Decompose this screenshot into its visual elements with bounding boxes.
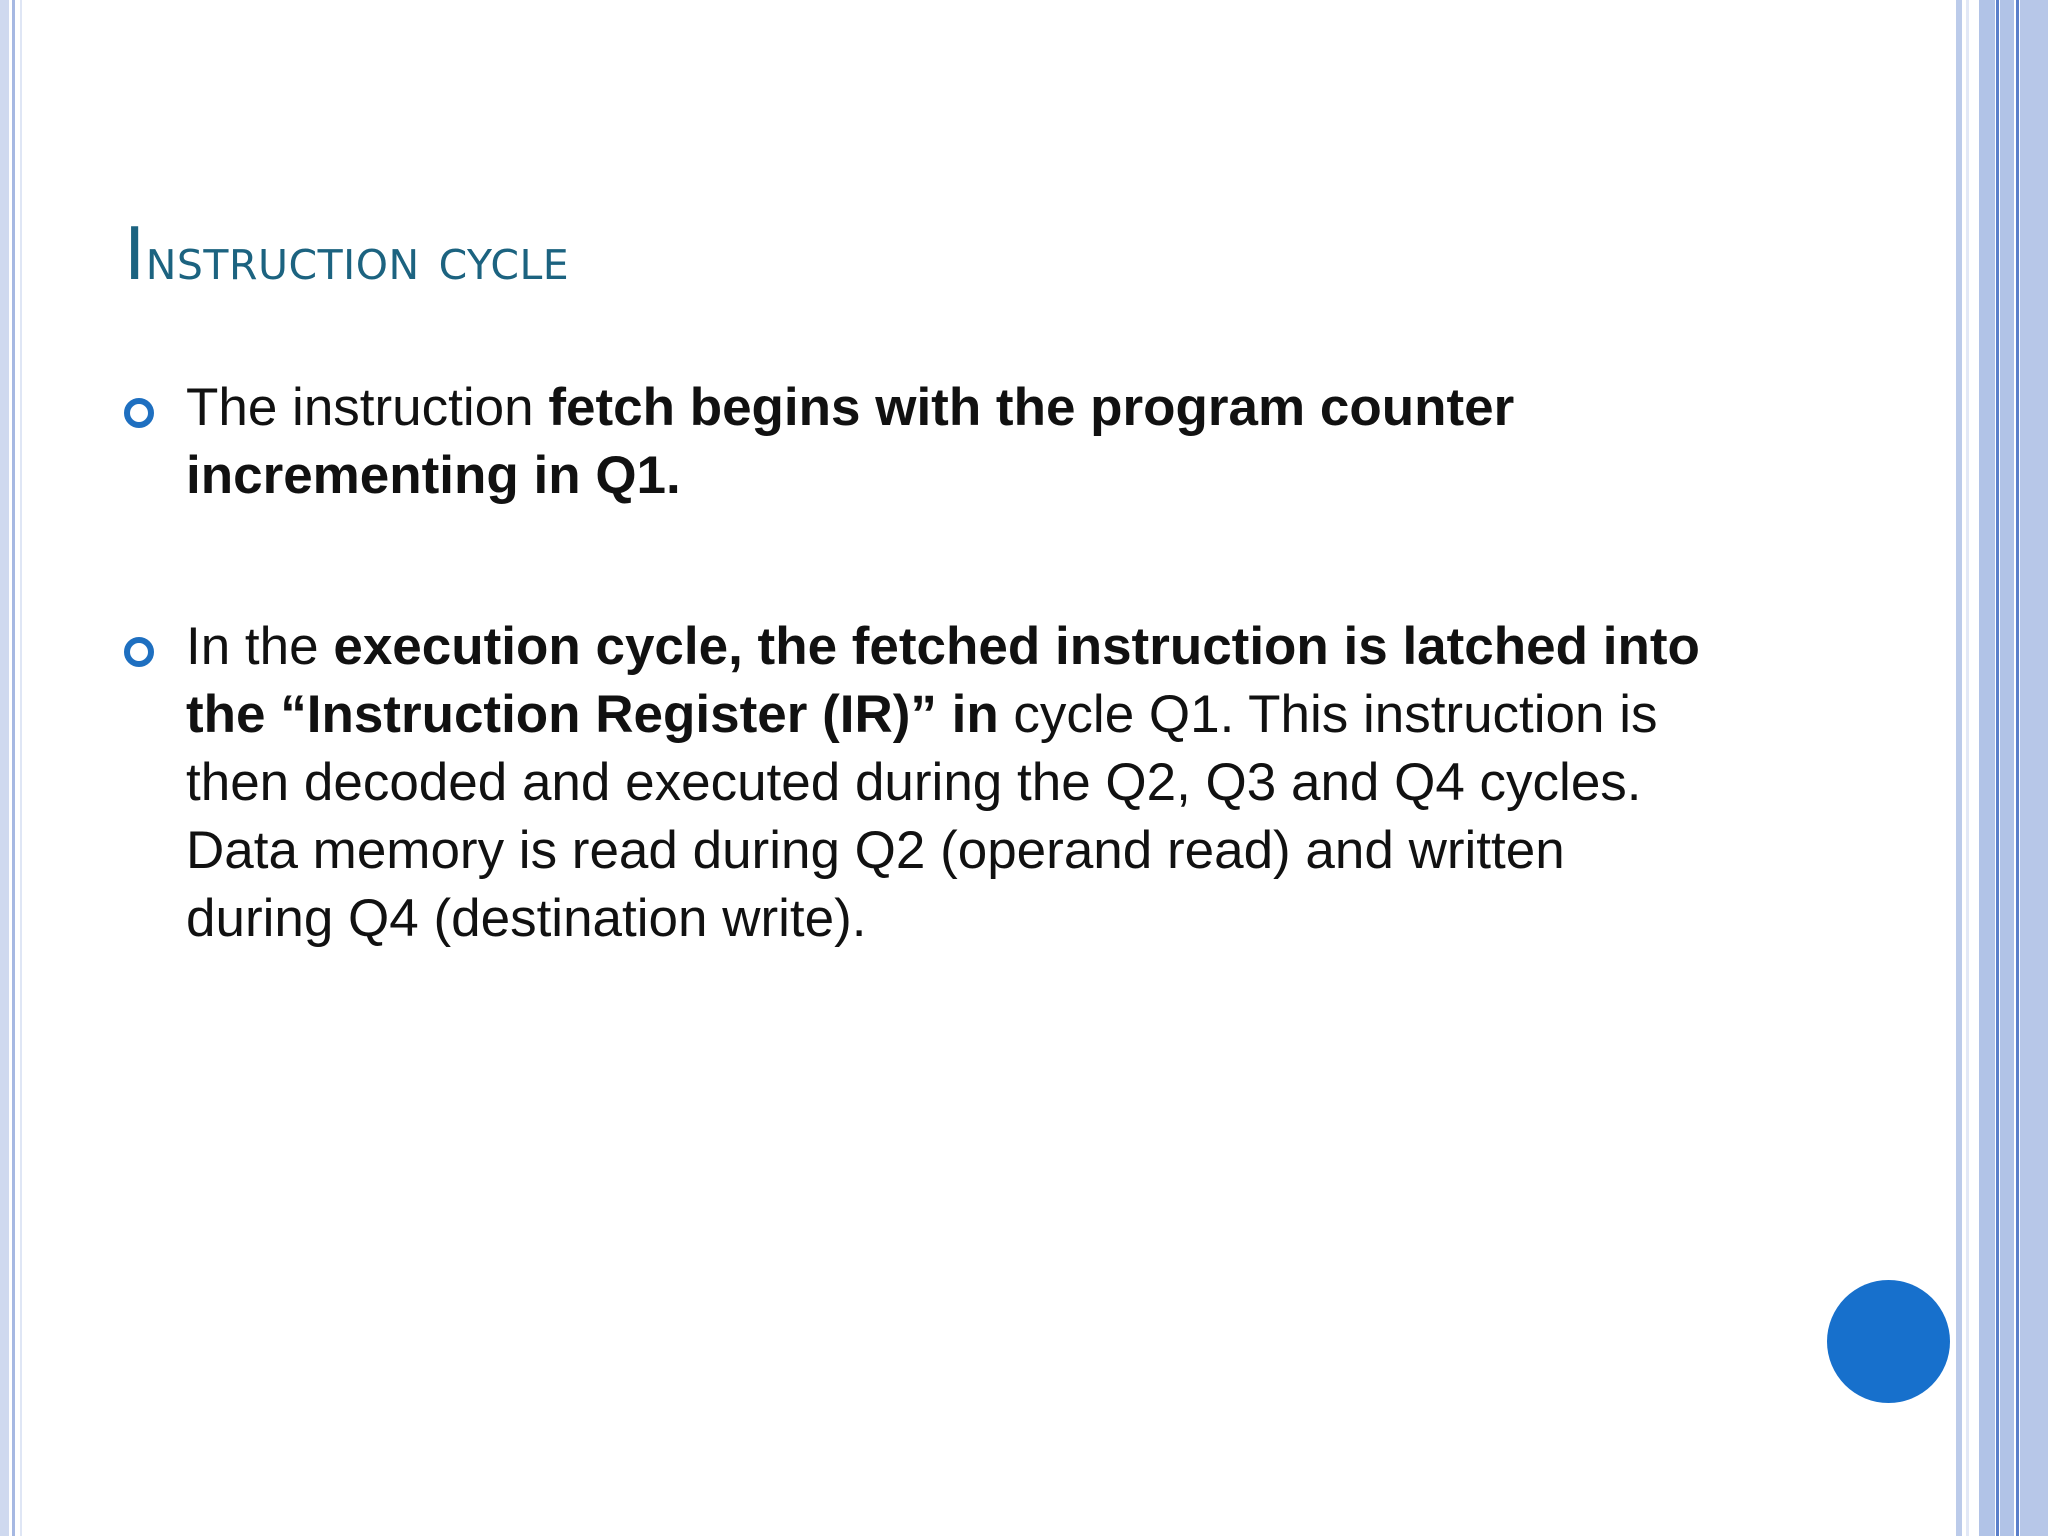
filled-circle-nav-icon[interactable] — [1827, 1280, 1950, 1403]
bullet-text-bold: execution cycle, the fetched instruction is latched into the “Instruction Register (IR)” in — [186, 617, 1700, 744]
slide-title-initial: I — [124, 212, 146, 296]
frame-line-left — [0, 0, 9, 1536]
bullet-text-normal: In the — [186, 617, 334, 676]
hollow-circle-bullet-icon — [124, 398, 154, 428]
frame-line-left — [12, 0, 15, 1536]
frame-line-right — [1966, 0, 1969, 1536]
frame-line-right — [1996, 0, 1999, 1536]
frame-line-right — [1956, 0, 1962, 1536]
frame-line-right — [1979, 0, 1995, 1536]
frame-line-left — [20, 0, 22, 1536]
hollow-circle-bullet-icon — [124, 637, 154, 667]
bullet-item — [124, 374, 1704, 510]
frame-line-right — [2016, 0, 2019, 1536]
bullet-item — [124, 613, 1704, 953]
frame-line-right — [2000, 0, 2014, 1536]
slide-title — [124, 212, 570, 296]
slide-title-rest: nstruction cycle — [145, 225, 570, 293]
bullet-text-normal: cycle Q1. This instruction is then decoded and executed during the Q2, Q3 and Q4 cycles. Data memory is read during Q2 (operand read) and written during Q4 (destination write). — [186, 685, 1658, 948]
bullet-text — [186, 613, 1704, 953]
frame-line-right — [2020, 0, 2048, 1536]
bullet-text-normal: The instruction — [186, 378, 549, 437]
bullet-text-bold: fetch begins with the program counter incrementing in Q1. — [186, 378, 1515, 505]
bullet-text — [186, 374, 1704, 510]
